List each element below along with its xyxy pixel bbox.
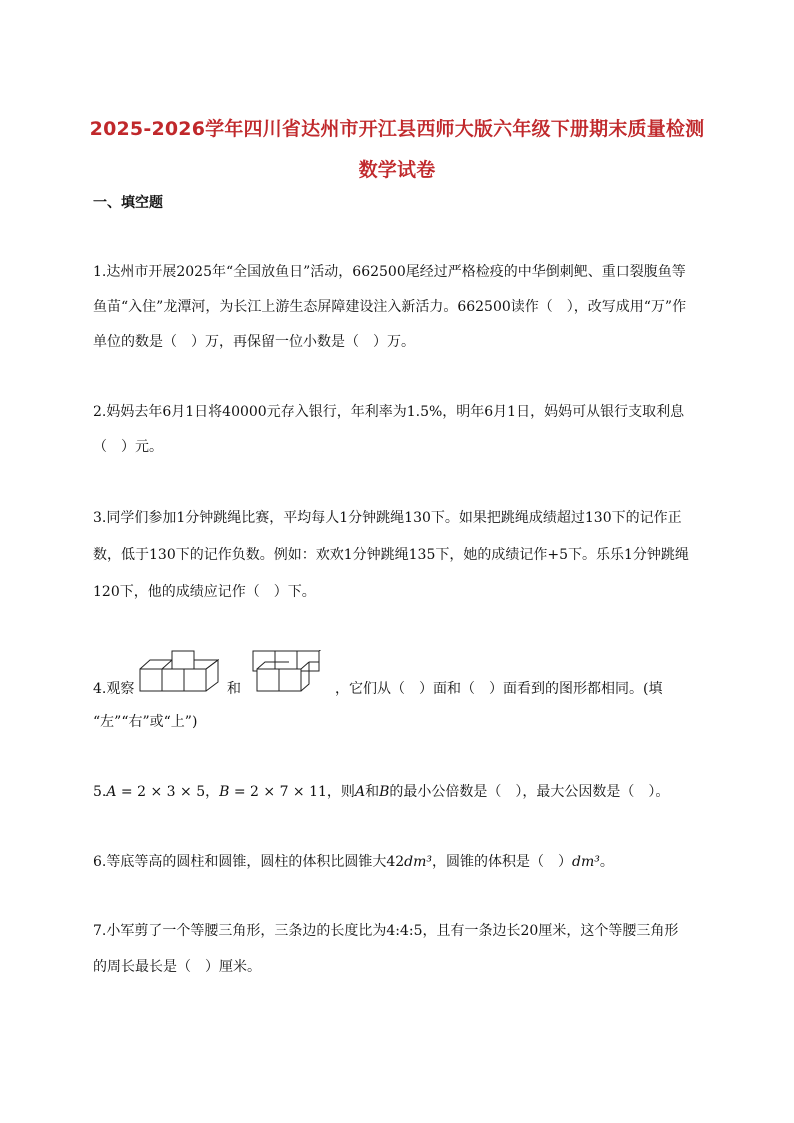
question-6-text2: ，圆锥的体积是（ ） [432,854,573,870]
cube-figure-1 [139,650,219,692]
question-1-line2: 鱼苗“入住”龙潭河，为长江上游生态屏障建设注入新活力。662500读作（ ），改写成用“万”作 [93,299,687,315]
question-1-line3: 单位的数是（ ）万，再保留一位小数是（ ）万。 [93,334,415,350]
question-7-line1: 7.小军剪了一个等腰三角形，三条边的长度比为4:4:5，且有一条边长20厘米，这个等腰三角形 [93,923,679,939]
section-heading: 一、填空题 [93,195,163,211]
question-4 [93,648,713,698]
question-6-text3: 。 [599,854,614,870]
question-4-suffix: ，它们从（ ）面和（ ）面看到的图形都相同。(填 [335,681,663,697]
expression-b: = 2 × 7 × 11，则 [229,784,355,800]
question-3-line2: 数，低于130下的记作负数。例如：欢欢1分钟跳绳135下，她的成绩记作+5下。乐乐1分钟跳绳 [93,547,689,563]
expression-a: = 2 × 3 × 5， [116,784,220,800]
question-4-prefix: 4.观察 [93,681,135,697]
unit-dm3-2: dm³ [572,854,600,870]
conjunction: 和 [365,784,380,800]
cube-figure-2 [243,650,325,692]
question-7-line2: 的周长最长是（ ）厘米。 [93,959,261,975]
unit-dm3: dm³ [404,854,433,870]
question-5 [93,782,713,802]
question-6-text1: 6.等底等高的圆柱和圆锥，圆柱的体积比圆锥大42 [93,854,405,870]
question-2-line1: 2.妈妈去年6月1日将40000元存入银行，年利率为1.5%，明年6月1日，妈妈可从银行支取利息 [93,404,685,420]
question-1-line1: 1.达州市开展2025年“全国放鱼日”活动，662500尾经过严格检疫的中华倒刺鲃、重口裂腹鱼等 [93,264,686,280]
question-5-rest: 的最小公倍数是（ ），最大公因数是（ ）。 [389,784,670,800]
variable-a-ref: A [354,784,366,800]
question-4-line2: “左”“右”或“上”) [93,714,198,730]
question-3-line1: 3.同学们参加1分钟跳绳比赛，平均每人1分钟跳绳130下。如果把跳绳成绩超过130下的记作正 [93,510,682,526]
exam-title-line2: 数学试卷 [358,159,436,181]
variable-b-ref: B [379,784,390,800]
question-4-middle: 和 [227,681,241,697]
variable-a: A [106,784,117,800]
variable-b: B [219,784,230,800]
question-6 [93,852,713,872]
question-3-line3: 120下，他的成绩应记作（ ）下。 [93,584,316,600]
question-2-line2: （ ）元。 [93,439,163,455]
question-5-number: 5. [93,784,107,800]
exam-title-line1: 2025-2026学年四川省达州市开江县西师大版六年级下册期末质量检测 [89,118,705,140]
